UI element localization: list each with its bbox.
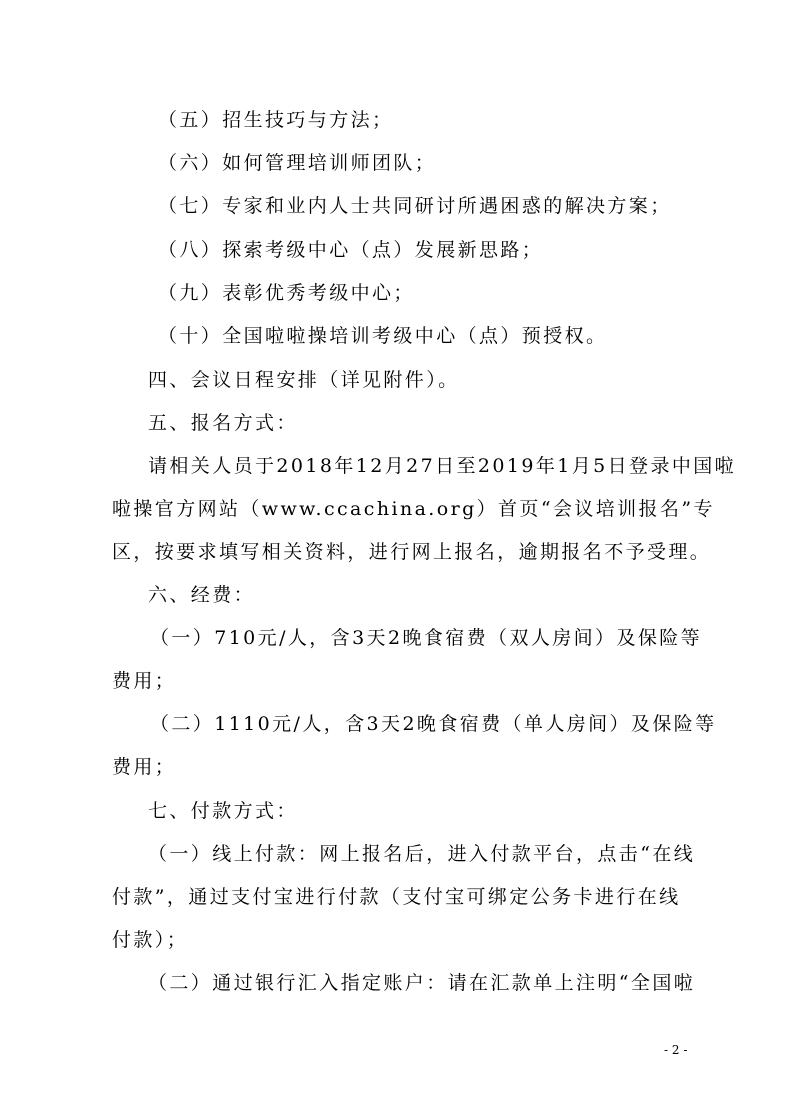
text-line: （五）招生技巧与方法；	[158, 109, 394, 131]
text-line: 啦操官方网站（www.ccachina.org）首页“会议培训报名”专	[112, 498, 715, 520]
text-line: （二）1110元/人，含3天2晚食宿费（单人房间）及保险等	[150, 713, 717, 735]
text-line: 付款”，通过支付宝进行付款（支付宝可绑定公务卡进行在线	[112, 886, 681, 908]
text-line: 付款）；	[112, 929, 189, 951]
text-line: （八）探索考级中心（点）发展新思路；	[158, 239, 544, 261]
text-line: （二）通过银行汇入指定账户：请在汇款单上注明“全国啦	[148, 972, 696, 994]
text-line: （九）表彰优秀考级中心；	[158, 282, 415, 304]
text-line: 费用；	[112, 756, 177, 778]
text-line: （一）710元/人，含3天2晚食宿费（双人房间）及保险等	[150, 627, 703, 649]
text-line: 费用；	[112, 670, 177, 692]
page-number: - 2 -	[664, 1043, 688, 1057]
section-heading: 六、经费：	[148, 584, 256, 606]
text-line: （六）如何管理培训师团队；	[158, 152, 437, 174]
text-line: （十）全国啦啦操培训考级中心（点）预授权。	[158, 325, 608, 347]
text-line: （一）线上付款：网上报名后，进入付款平台，点击“在线	[148, 843, 696, 865]
text-line: 区，按要求填写相关资料，进行网上报名，逾期报名不予受理。	[112, 541, 712, 563]
section-heading: 七、付款方式：	[148, 800, 298, 822]
text-line: 请相关人员于2018年12月27日至2019年1月5日登录中国啦	[148, 455, 737, 477]
section-heading: 五、报名方式：	[148, 412, 298, 434]
text-line: （七）专家和业内人士共同研讨所遇困惑的解决方案；	[158, 195, 672, 217]
section-heading: 四、会议日程安排（详见附件）。	[148, 369, 460, 391]
